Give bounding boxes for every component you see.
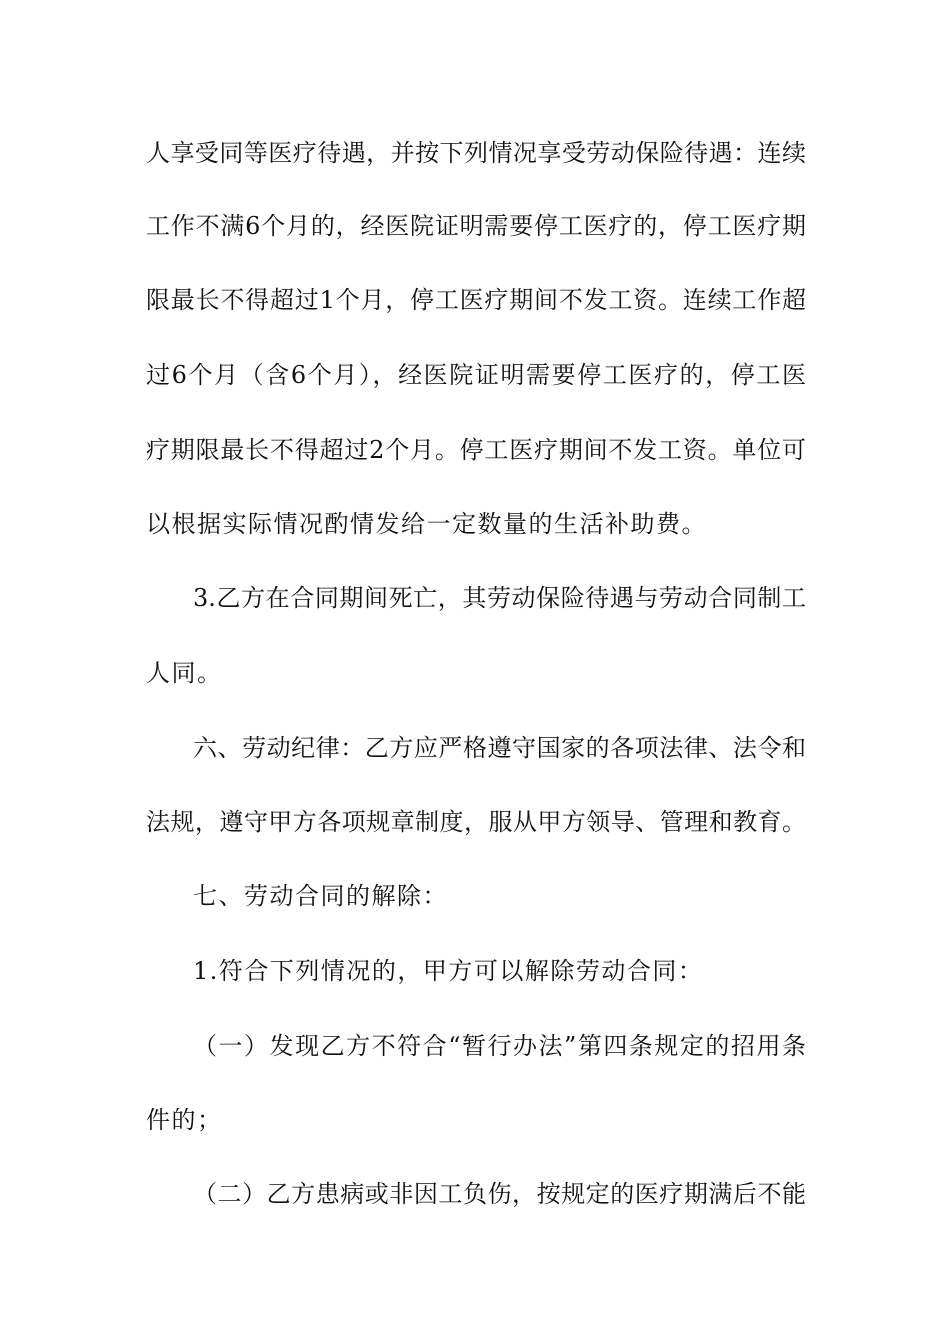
text-line-4: 过6个月（含6个月），经医院证明需要停工医疗的，停工医 [146,361,806,389]
text-line-9: 六、劳动纪律：乙方应严格遵守国家的各项法律、法令和 [193,734,806,762]
text-line-7: 3.乙方在合同期间死亡，其劳动保险待遇与劳动合同制工 [193,584,806,612]
text-line-5: 疗期限最长不得超过2个月。停工医疗期间不发工资。单位可 [146,436,806,464]
text-line-11: 七、劳动合同的解除： [193,882,448,910]
text-line-6: 以根据实际情况酌情发给一定数量的生活补助费。 [146,510,707,538]
text-line-8: 人同。 [146,659,223,687]
text-line-1: 人享受同等医疗待遇，并按下列情况享受劳动保险待遇：连续 [146,139,806,167]
text-line-3: 限最长不得超过1个月，停工医疗期间不发工资。连续工作超 [146,286,806,314]
text-line-15: （二）乙方患病或非因工负伤，按规定的医疗期满后不能 [193,1180,806,1208]
text-line-13: （一）发现乙方不符合“暂行办法”第四条规定的招用条 [193,1032,806,1060]
text-line-14: 件的； [146,1106,223,1134]
text-line-10: 法规，遵守甲方各项规章制度，服从甲方领导、管理和教育。 [146,808,806,836]
text-line-12: 1.符合下列情况的，甲方可以解除劳动合同： [193,957,704,985]
text-line-2: 工作不满6个月的，经医院证明需要停工医疗的，停工医疗期 [146,212,806,240]
